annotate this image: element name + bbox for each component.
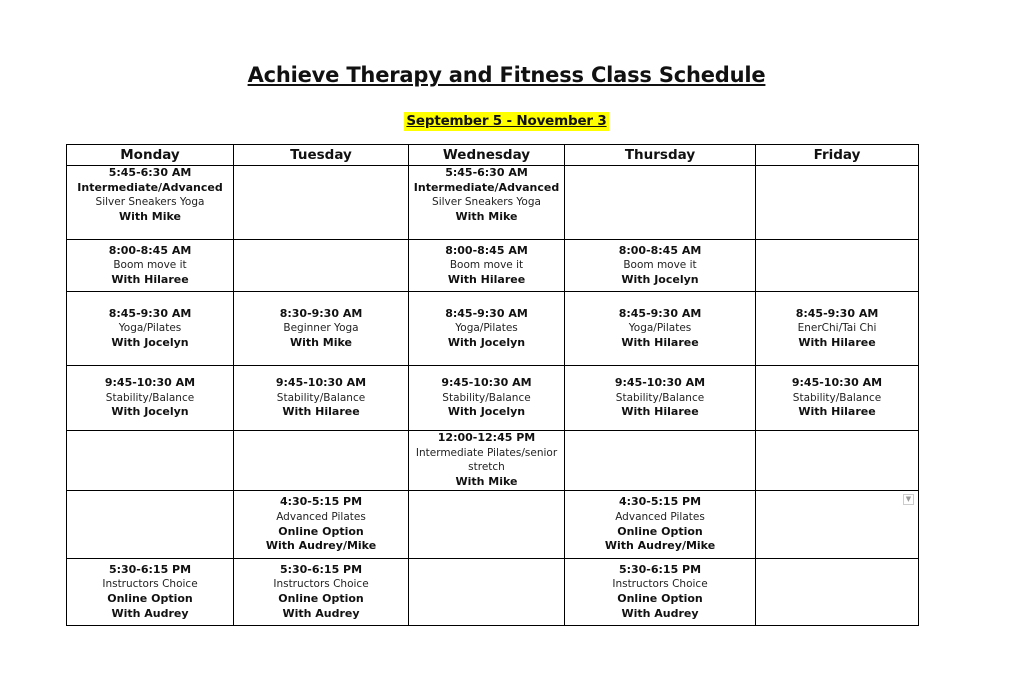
class-cell-thursday: [565, 240, 756, 292]
class-cell-wednesday: [409, 431, 565, 491]
class-time: 5:45-6:30 AM: [445, 166, 528, 179]
class-time: 8:00-8:45 AM: [108, 243, 192, 257]
instructor-name: With Audrey/Mike: [604, 539, 716, 553]
class-level: Intermediate/Advanced: [77, 180, 223, 194]
class-name: Stability/Balance: [276, 391, 366, 404]
class-time: 9:45-10:30 AM: [791, 376, 883, 390]
empty-cell-friday: [756, 431, 919, 491]
class-cell-thursday: [565, 292, 756, 366]
class-name: Stability/Balance: [442, 391, 531, 404]
empty-cell-friday: [756, 166, 919, 240]
empty-cell-thursday: [565, 166, 756, 240]
instructor-name: With Audrey/Mike: [265, 539, 377, 553]
empty-cell-tuesday: [234, 166, 409, 240]
instructor-name: With Hilaree: [447, 272, 526, 286]
class-name: Instructors Choice: [102, 578, 198, 591]
class-name: Yoga/Pilates: [455, 322, 518, 335]
empty-cell-tuesday: [234, 431, 409, 491]
day-header-tuesday: Tuesday: [234, 145, 409, 166]
day-header-wednesday: Wednesday: [409, 145, 565, 166]
online-option: Online Option: [278, 592, 364, 605]
class-time: 9:45-10:30 AM: [441, 376, 532, 390]
online-option: Online Option: [107, 592, 193, 605]
schedule-title: Achieve Therapy and Fitness Class Schedule: [247, 63, 766, 87]
instructor-name: With Jocelyn: [447, 405, 526, 419]
class-cell-wednesday: [409, 366, 565, 431]
instructor-name: With Mike: [118, 209, 182, 223]
online-option: Online Option: [617, 524, 703, 538]
class-cell-monday: [67, 559, 234, 626]
instructor-name: With Jocelyn: [111, 405, 189, 419]
class-cell-monday: [67, 166, 234, 240]
instructor-name: With Hilaree: [798, 405, 876, 419]
instructor-name: With Jocelyn: [111, 335, 189, 349]
empty-cell-wednesday: [409, 559, 565, 626]
class-name: Silver Sneakers Yoga: [95, 196, 205, 209]
class-cell-wednesday: [409, 240, 565, 292]
instructor-name: With Mike: [455, 474, 518, 488]
day-header-monday: Monday: [67, 145, 234, 166]
class-cell-friday: [756, 366, 919, 431]
class-cell-thursday: [565, 366, 756, 431]
class-name: Intermediate Pilates/senior stretch: [415, 446, 558, 474]
instructor-name: With Audrey: [621, 606, 699, 620]
instructor-name: With Jocelyn: [621, 272, 699, 286]
online-option: Online Option: [278, 524, 364, 538]
class-time: 9:45-10:30 AM: [275, 376, 367, 390]
schedule-row: [67, 366, 919, 431]
empty-cell-tuesday: [234, 240, 409, 292]
instructor-name: With Hilaree: [798, 335, 876, 349]
online-option: Online Option: [617, 592, 703, 605]
empty-cell-thursday: [565, 431, 756, 491]
schedule-row: [67, 491, 919, 559]
header-row: [67, 145, 919, 166]
class-cell-monday: [67, 366, 234, 431]
class-cell-tuesday: [234, 292, 409, 366]
class-name: Instructors Choice: [612, 578, 708, 591]
empty-cell-monday: [67, 491, 234, 559]
class-cell-tuesday: [234, 491, 409, 559]
class-cell-monday: [67, 240, 234, 292]
date-range-wrap: [0, 110, 1013, 131]
class-time: 4:30-5:15 PM: [618, 495, 702, 509]
class-name: Boom move it: [113, 259, 187, 272]
class-time: 12:00-12:45 PM: [437, 431, 536, 444]
class-level: Intermediate/Advanced: [413, 180, 560, 194]
class-cell-wednesday: [409, 166, 565, 240]
class-name: Advanced Pilates: [615, 510, 705, 523]
empty-cell-friday: [756, 559, 919, 626]
class-name: Yoga/Pilates: [628, 322, 692, 335]
day-header-thursday: Thursday: [565, 145, 756, 166]
instructor-name: With Mike: [289, 335, 353, 349]
instructor-name: With Jocelyn: [447, 335, 526, 349]
instructor-name: With Hilaree: [621, 335, 699, 349]
class-time: 4:30-5:15 PM: [279, 495, 363, 509]
instructor-name: With Hilaree: [621, 405, 699, 419]
class-time: 5:30-6:15 PM: [279, 562, 363, 576]
class-cell-tuesday: [234, 559, 409, 626]
schedule-row: [67, 559, 919, 626]
day-header-friday: Friday: [756, 145, 919, 166]
class-name: Instructors Choice: [273, 578, 369, 591]
empty-cell-friday: [756, 240, 919, 292]
instructor-name: With Hilaree: [282, 405, 360, 419]
class-name: Boom move it: [449, 259, 524, 272]
empty-cell-wednesday: [409, 491, 565, 559]
empty-cell-friday: [756, 491, 919, 559]
class-time: 5:30-6:15 PM: [108, 562, 192, 576]
schedule-row: [67, 431, 919, 491]
instructor-name: With Audrey: [111, 606, 189, 620]
class-cell-thursday: [565, 559, 756, 626]
class-name: Beginner Yoga: [283, 322, 359, 335]
empty-cell-monday: [67, 431, 234, 491]
class-name: Silver Sneakers Yoga: [432, 196, 541, 209]
class-time: 8:30-9:30 AM: [279, 306, 363, 320]
class-time: 9:45-10:30 AM: [614, 376, 706, 390]
class-time: 5:45-6:30 AM: [108, 166, 192, 179]
class-cell-thursday: [565, 491, 756, 559]
schedule-row: [67, 240, 919, 292]
date-range: September 5 - November 3: [406, 113, 607, 129]
class-schedule-table: [66, 144, 919, 626]
class-name: Boom move it: [623, 259, 697, 272]
instructor-name: With Hilaree: [111, 272, 189, 286]
class-cell-tuesday: [234, 366, 409, 431]
class-name: EnerChi/Tai Chi: [797, 322, 877, 335]
class-time: 8:45-9:30 AM: [445, 306, 528, 320]
class-time: 5:30-6:15 PM: [618, 562, 702, 576]
schedule-row: [67, 166, 919, 240]
class-name: Advanced Pilates: [276, 510, 366, 523]
class-name: Stability/Balance: [792, 391, 882, 404]
class-time: 8:00-8:45 AM: [618, 243, 702, 257]
class-name: Yoga/Pilates: [118, 322, 182, 335]
class-time: 8:45-9:30 AM: [618, 306, 702, 320]
class-time: 8:45-9:30 AM: [108, 306, 192, 320]
chevron-down-icon[interactable]: ▼: [903, 494, 914, 505]
class-cell-wednesday: [409, 292, 565, 366]
class-name: Stability/Balance: [105, 391, 195, 404]
schedule-row: [67, 292, 919, 366]
class-cell-monday: [67, 292, 234, 366]
class-time: 8:45-9:30 AM: [795, 306, 879, 320]
class-time: 8:00-8:45 AM: [445, 243, 528, 257]
class-cell-friday: [756, 292, 919, 366]
class-name: Stability/Balance: [615, 391, 705, 404]
class-time: 9:45-10:30 AM: [104, 376, 196, 390]
instructor-name: With Audrey: [282, 606, 360, 620]
instructor-name: With Mike: [455, 209, 518, 223]
